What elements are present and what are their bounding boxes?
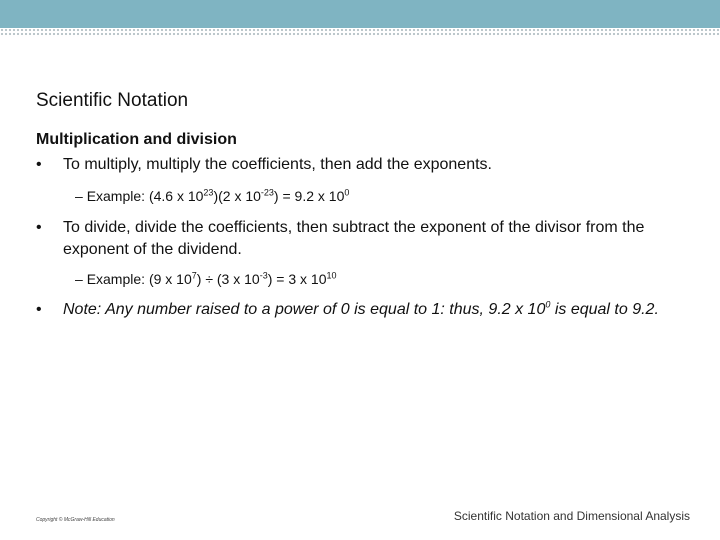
dash-marker: – xyxy=(75,188,83,204)
bullet-text: To divide, divide the coefficients, then subtract the exponent of the divisor from the exponent of the dividend. xyxy=(63,219,645,258)
copyright-notice: Copyright © McGraw-Hill Education xyxy=(36,517,115,523)
dash-marker: – xyxy=(75,271,83,287)
bullet-text: To multiply, multiply the coefficients, then add the exponents. xyxy=(63,156,492,173)
header-band xyxy=(0,0,720,28)
example-divide: – Example: (9 x $10^7) \div (3$ x $10^{-3}) = 3$ x $10^{10}$ xyxy=(75,270,337,287)
bullet-divide xyxy=(36,217,696,261)
bullet-marker: • xyxy=(36,301,42,318)
bullet-multiply xyxy=(36,154,696,176)
example-label: Example xyxy=(86,271,142,287)
example-expression: (4.6 x $10^{23})(2$ x $10^{-23}) = 9.2$ x $10^0$ xyxy=(148,187,350,204)
bullet-marker: • xyxy=(36,219,42,236)
bullet-marker: • xyxy=(36,156,42,173)
footer-title: Scientific Notation and Dimensional Analysis xyxy=(453,509,690,523)
example-multiply: – Example: (4.6 x $10^{23})(2$ x $10^{-23}) = 9.2$ x $10^0$ xyxy=(75,187,350,204)
example-label: Example xyxy=(86,188,142,204)
example-expression: (9 x $10^7) \div (3$ x $10^{-3}) = 3$ x $10^{10}$ xyxy=(148,270,337,287)
bullet-note xyxy=(36,299,696,321)
slide-title: Scientific Notation xyxy=(36,90,189,111)
section-subheading: Multiplication and division xyxy=(36,131,237,148)
note-text: Note: Any number raised to a power of 0 is equal to 1: thus, 9.2 x $10^0$ is equal to 9.2. xyxy=(63,299,659,318)
dotted-divider xyxy=(0,28,720,37)
